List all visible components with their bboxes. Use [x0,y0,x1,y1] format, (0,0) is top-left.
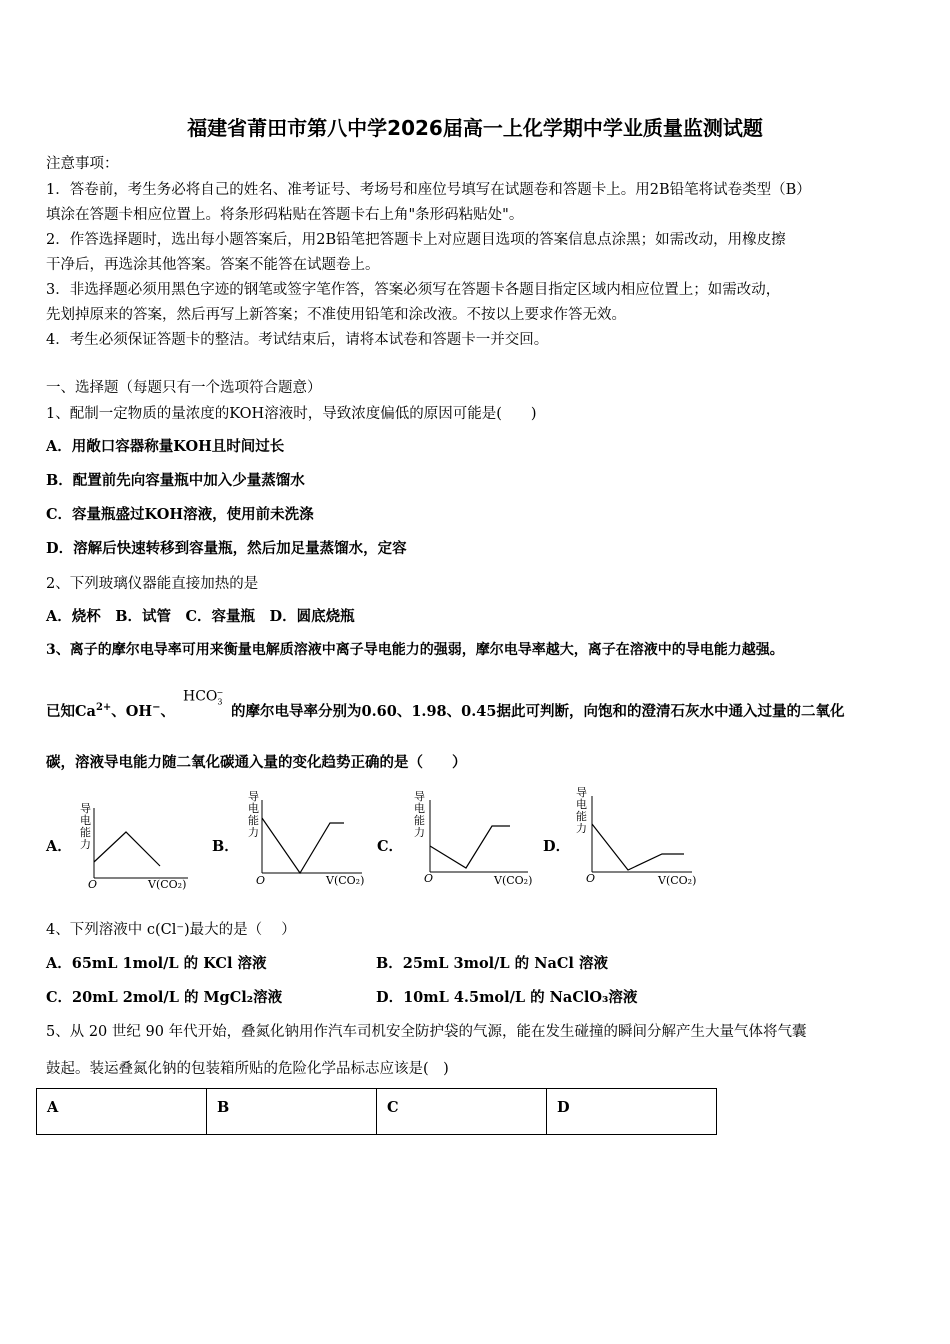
q1-option-c: C．容量瓶盛过KOH溶液，使用前未洗涤 [46,506,314,523]
origin-label: O [256,874,266,887]
q3-graph-d [572,784,702,892]
hco3-formula: $HCO_3^-$ [183,688,224,707]
q3-option-d-label: D． [543,838,571,855]
notice-line: 2．作答选择题时，选出每小题答案后，用2B铅笔把答题卡上对应题目选项的答案信息点涂黑；如需改动，用橡皮擦 [46,232,786,248]
trend-line [94,832,160,866]
q3-graph-a [76,800,206,899]
q3-graph-c [410,788,540,892]
q3-stem-line1: 3、离子的摩尔电导率可用来衡量电解质溶液中离子导电能力的强弱，摩尔电导率越大，离子在溶液中的导电能力越强。 [46,642,784,658]
origin-label: O [88,878,98,891]
q4-option-a: A．65mL 1mol/L 的 KCl 溶液 [46,955,267,972]
y-axis-label: 力 [414,826,425,839]
q5-stem-line2: 鼓起。装运叠氮化钠的包装箱所贴的危险化学品标志应该是( ) [46,1061,449,1077]
table-cell-c: C [377,1089,547,1135]
q4-option-b: B．25mL 3mol/L 的 NaCl 溶液 [376,955,608,972]
y-axis-label: 电 [576,798,587,811]
q2-options: A．烧杯 B．试管 C．容量瓶 D．圆底烧瓶 [46,608,355,625]
y-axis-label: 导 [80,802,91,815]
y-axis-label: 能 [414,814,425,827]
y-axis-label: 电 [248,802,259,815]
q3-stem-line3: 碳，溶液导电能力随二氧化碳通入量的变化趋势正确的是（ ） [46,754,467,771]
x-axis-label: V(CO₂) [326,874,365,887]
origin-label: O [586,872,596,885]
page-title: 福建省莆田市第八中学2026届高一上化学期中学业质量监测试题 [187,116,763,140]
y-axis-label: 导 [414,790,425,803]
y-axis-label: 电 [80,814,91,827]
notice-line: 先划掉原来的答案，然后再写上新答案；不准使用铅笔和涂改液。不按以上要求作答无效。 [46,307,626,323]
q1-stem: 1、配制一定物质的量浓度的KOH溶液时，导致浓度偏低的原因可能是( ) [46,406,537,422]
section-heading: 一、选择题（每题只有一个选项符合题意） [46,380,322,396]
y-axis-label: 力 [576,822,587,835]
x-axis-label: V(CO₂) [658,874,697,887]
origin-label: O [424,872,434,885]
y-axis-label: 能 [576,810,587,823]
q4-option-c: C．20mL 2mol/L 的 MgCl₂溶液 [46,989,283,1006]
x-axis-label: V(CO₂) [148,878,187,891]
notice-line: 填涂在答题卡相应位置上。将条形码粘贴在答题卡右上角"条形码粘贴处"。 [46,207,524,223]
trend-line [262,818,344,873]
notice-line: 3．非选择题必须用黑色字迹的钢笔或签字笔作答，答案必须写在答题卡各题目指定区域内相应位置上；如需改动， [46,282,781,298]
q1-option-d: D．溶解后快速转移到容量瓶，然后加足量蒸馏水，定容 [46,540,407,557]
table-cell-b: B [207,1089,377,1135]
y-axis-label: 电 [414,802,425,815]
q1-option-a: A．用敞口容器称量KOH且时间过长 [46,438,285,455]
q5-stem-line1: 5、从 20 世纪 90 年代开始，叠氮化钠用作汽车司机安全防护袋的气源，能在发生碰撞的瞬间分解产生大量气体将气囊 [46,1024,807,1040]
q3-stem-line2-rest: 的摩尔电导率分别为0.60、1.98、0.45据此可判断，向饱和的澄清石灰水中通入过量的二氧化 [231,703,845,720]
notice-line: 4．考生必须保证答题卡的整洁。考试结束后，请将本试卷和答题卡一并交回。 [46,332,549,348]
y-axis-label: 能 [248,814,259,827]
y-axis-label: 能 [80,826,91,839]
table-cell-d: D [547,1089,717,1135]
q5-answer-table [36,1088,717,1135]
q3-option-a-label: A． [46,838,72,855]
trend-line [592,824,684,870]
notice-heading: 注意事项： [46,156,119,172]
x-axis-label: V(CO₂) [494,874,533,887]
trend-line [430,826,510,868]
y-axis-label: 导 [576,786,587,799]
q3-stem-line2: 已知$Ca^{2+}$、OH−、 [46,702,176,720]
q3-option-b-label: B． [212,838,239,855]
y-axis-label: 导 [248,790,259,803]
table-cell-a: A [37,1089,207,1135]
y-axis-label: 力 [248,826,259,839]
y-axis-label: 力 [80,838,91,851]
notice-line: 1．答卷前，考生务必将自己的姓名、准考证号、考场号和座位号填写在试题卷和答题卡上。用2B铅笔将试卷类型（B） [46,182,811,198]
q3-option-c-label: C． [377,838,404,855]
q2-stem: 2、下列玻璃仪器能直接加热的是 [46,576,259,592]
q4-stem: 4、下列溶液中 c(Cl⁻)最大的是（ ） [46,922,296,938]
q3-graph-b [244,788,374,892]
q4-option-d: D．10mL 4.5mol/L 的 NaClO₃溶液 [376,989,638,1006]
notice-line: 干净后，再选涂其他答案。答案不能答在试题卷上。 [46,257,380,273]
q1-option-b: B．配置前先向容量瓶中加入少量蒸馏水 [46,472,305,489]
